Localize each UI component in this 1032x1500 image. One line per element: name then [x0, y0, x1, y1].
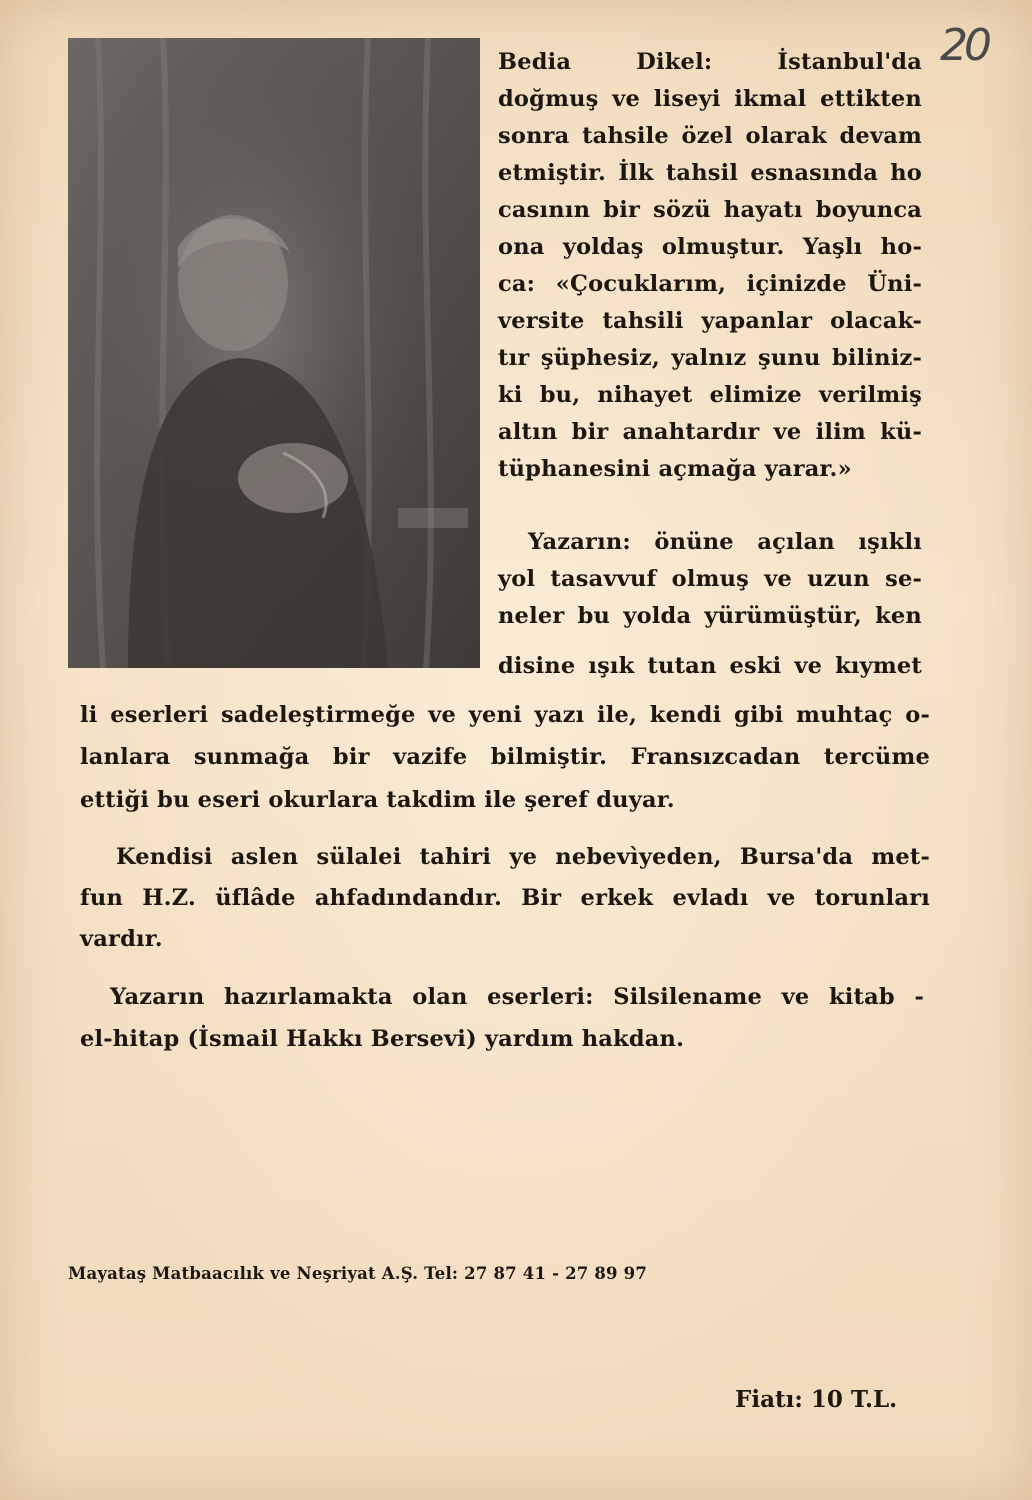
text-line: fun H.Z. üflâde ahfadındandır. Bir erkek evladı ve torunları [80, 885, 930, 911]
text-line: tır şüphesiz, yalnız şunu biliniz- [498, 345, 922, 371]
text-line: Yazarın: önüne açılan ışıklı [528, 529, 922, 555]
text-line: casının bir sözü hayatı boyunca [498, 197, 922, 223]
text-line: Kendisi aslen sülalei tahiri ye nebevìyeden, Bursa'da met- [116, 844, 930, 870]
text-line: ettiği bu eseri okurlara takdim ile şeref duyar. [80, 787, 675, 813]
text-line: lanlara sunmağa bir vazife bilmiştir. Fransızcadan tercüme [80, 744, 930, 770]
text-line: Yazarın hazırlamakta olan eserleri: Silsilename ve kitab - [110, 984, 924, 1010]
text-line: ki bu, nihayet elimize verilmiş [498, 382, 922, 408]
text-line: li eserleri sadeleştirmeğe ve yeni yazı ile, kendi gibi muhtaç o- [80, 702, 930, 728]
text-line: etmiştir. İlk tahsil esnasında ho [498, 160, 922, 186]
text-line: tüphanesini açmağa yarar.» [498, 456, 852, 482]
text-line: versite tahsili yapanlar olacak- [498, 308, 922, 334]
text-line: yol tasavvuf olmuş ve uzun se- [498, 566, 922, 592]
text-line: ona yoldaş olmuştur. Yaşlı ho- [498, 234, 922, 260]
text-line: el-hitap (İsmail Hakkı Bersevi) yardım hakdan. [80, 1026, 685, 1052]
text-line: ca: «Çocuklarım, içinizde Üni- [498, 271, 922, 297]
handwritten-page-number: 20 [940, 20, 988, 71]
publisher-imprint: Mayataş Matbaacılık ve Neşriyat A.Ş. Tel: 27 87 41 - 27 89 97 [68, 1264, 648, 1283]
text-line: sonra tahsile özel olarak devam [498, 123, 922, 149]
text-line: doğmuş ve liseyi ikmal ettikten [498, 86, 922, 112]
text-line: altın bir anahtardır ve ilim kü- [498, 419, 922, 445]
text-line: Bedia Dikel: İstanbul'da [498, 49, 922, 75]
text-line: vardır. [80, 926, 163, 952]
price-label: Fiatı: 10 T.L. [735, 1386, 898, 1413]
author-portrait-photo [68, 38, 480, 668]
text-line: neler bu yolda yürümüştür, ken [498, 603, 922, 629]
text-line: disine ışık tutan eski ve kıymet [498, 653, 922, 679]
